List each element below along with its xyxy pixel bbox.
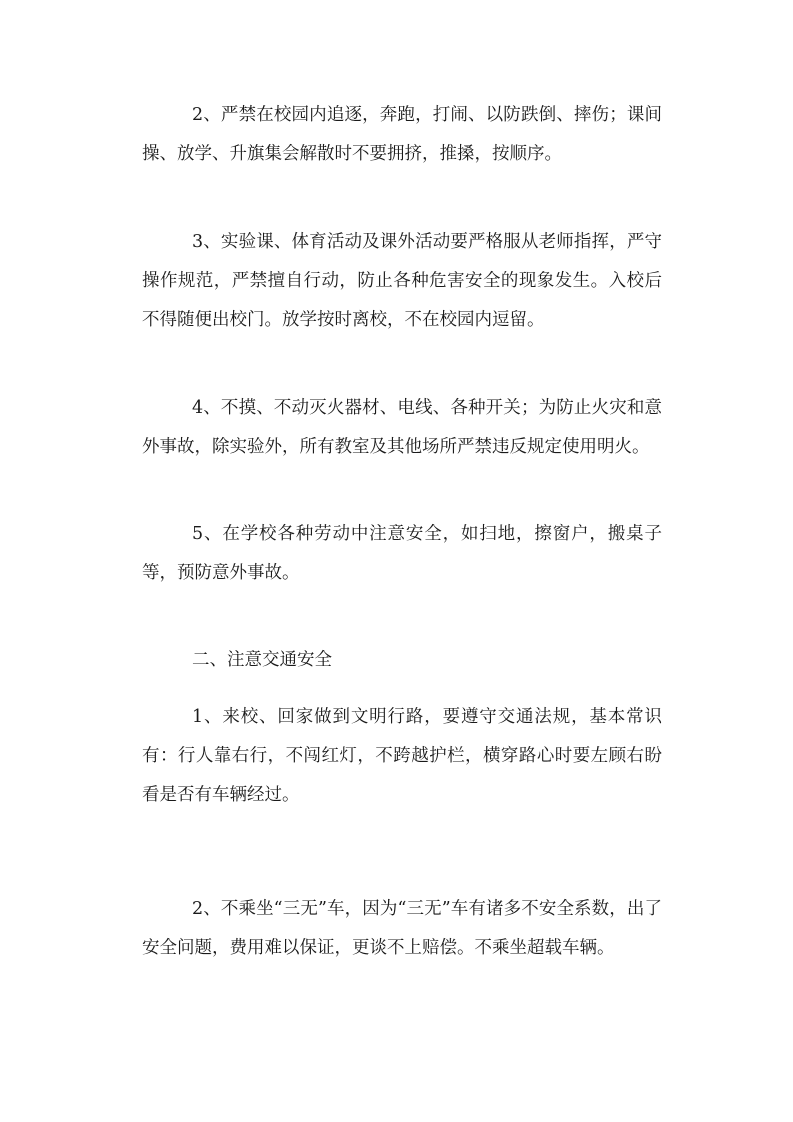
paragraph-school-rule-5: 5、在学校各种劳动中注意安全，如扫地，擦窗户，搬桌子等，预防意外事故。 xyxy=(142,524,662,583)
paragraph-school-rule-2: 2、严禁在校园内追逐，奔跑，打闹、以防跌倒、摔伤；课间操、放学、升旗集会解散时不要拥挤，推搡，按顺序。 xyxy=(142,105,662,164)
paragraph-traffic-rule-1: 1、来校、回家做到文明行路，要遵守交通法规，基本常识有：行人靠右行，不闯红灯，不跨越护栏，横穿路心时要左顾右盼看是否有车辆经过。 xyxy=(142,707,662,805)
paragraph-school-rule-3: 3、实验课、体育活动及课外活动要严格服从老师指挥，严守操作规范，严禁擅自行动，防止各种危害安全的现象发生。入校后不得随便出校门。放学按时离校，不在校园内逗留。 xyxy=(142,232,662,330)
paragraph-school-rule-4: 4、不摸、不动灭火器材、电线、各种开关；为防止火灾和意外事故，除实验外，所有教室及其他场所严禁违反规定使用明火。 xyxy=(142,398,662,457)
section-heading-traffic-safety: 二、注意交通安全 xyxy=(192,650,332,670)
paragraph-traffic-rule-2: 2、不乘坐“三无”车，因为“三无”车有诸多不安全系数，出了安全问题，费用难以保证，更谈不上赔偿。不乘坐超载车辆。 xyxy=(142,899,662,958)
